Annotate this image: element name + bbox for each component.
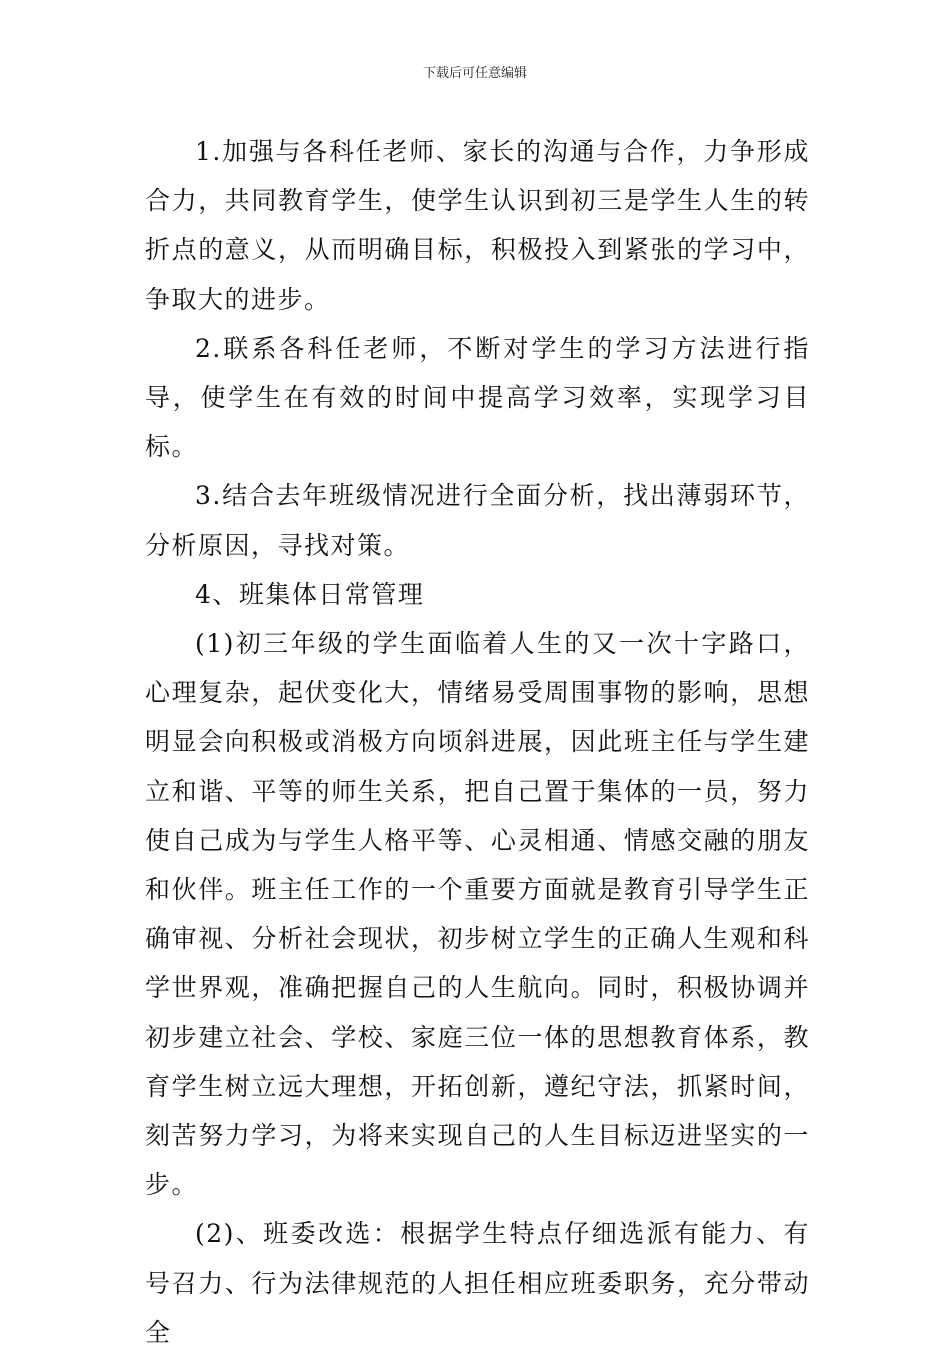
document-body xyxy=(145,127,810,1357)
paragraph-1: 1.加强与各科任老师、家长的沟通与合作，力争形成合力，共同教育学生，使学生认识到初三是学生人生的转折点的意义，从而明确目标，积极投入到紧张的学习中，争取大的进步。 xyxy=(145,137,810,314)
section-heading-4: 4、班集体日常管理 xyxy=(195,579,425,609)
paragraph-4-2: (2)、班委改选：根据学生特点仔细选派有能力、有号召力、行为法律规范的人担任相应班委职务，充分带动全 xyxy=(145,1219,810,1347)
paragraph-3: 3.结合去年班级情况进行全面分析，找出薄弱环节，分析原因，寻找对策。 xyxy=(145,481,810,560)
paragraph-2: 2.联系各科任老师，不断对学生的学习方法进行指导，使学生在有效的时间中提高学习效率，实现学习目标。 xyxy=(145,333,810,462)
page-header-note: 下载后可任意编辑 xyxy=(422,66,527,81)
paragraph-4-1: (1)初三年级的学生面临着人生的又一次十字路口，心理复杂，起伏变化大，情绪易受周围事物的影响，思想明显会向积极或消极方向顷斜进展，因此班主任与学生建立和谐、平等的师生关系，把自己置于集体的一员，努力使自己成为与学生人格平等、心灵相通、情感交融的朋友和伙伴。班主任工作的一个重要方面就是教育引导学生正确审视、分析社会现状，初步树立学生的正确人生观和科学世界观，准确把握自己的人生航向。同时，积极协调并初步建立社会、学校、家庭三位一体的思想教育体系，教育学生树立远大理想，开拓创新，遵纪守法，抓紧时间，刻苦努力学习，为将来实现自己的人生目标迈进坚实的一步。 xyxy=(145,629,810,1200)
